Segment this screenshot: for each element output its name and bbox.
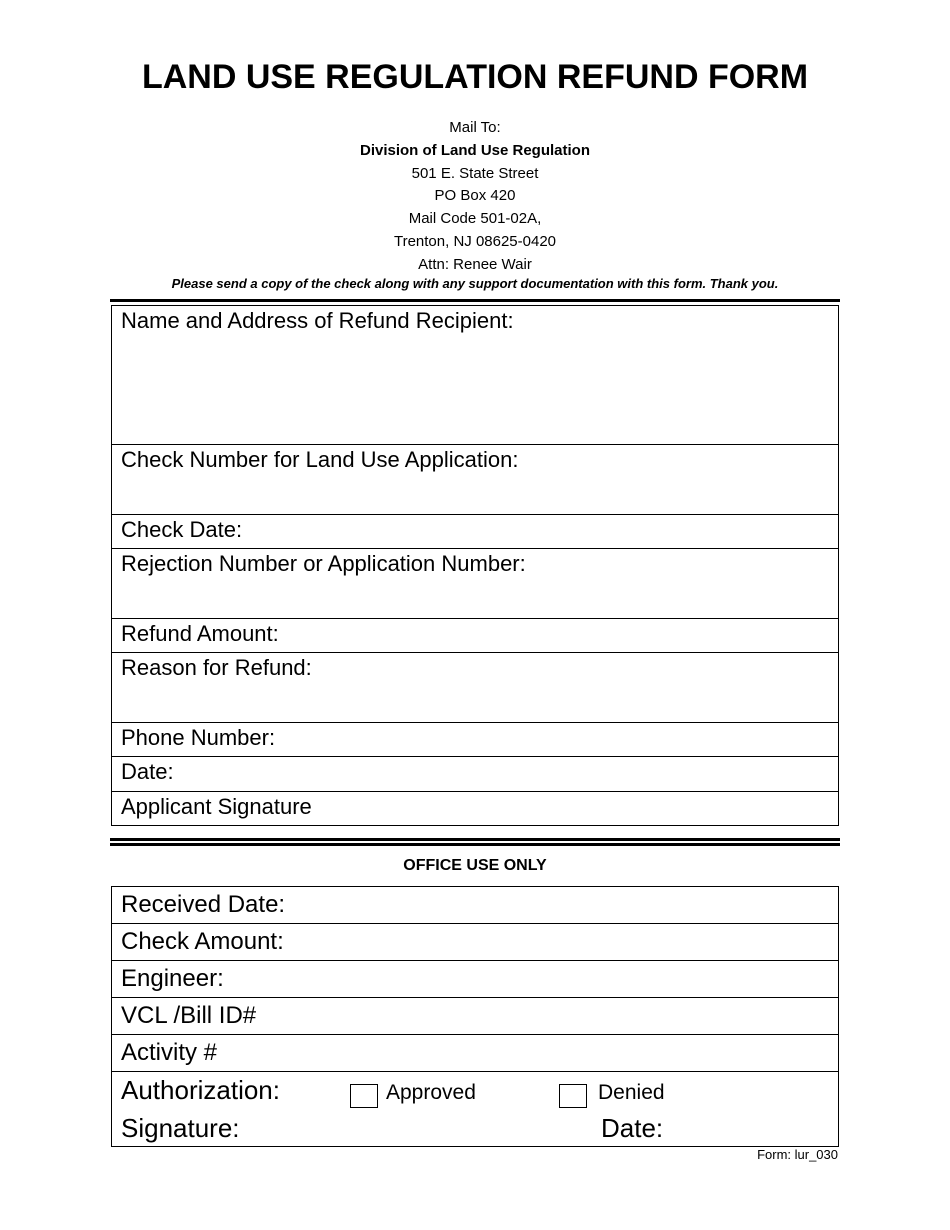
applicant-table: [111, 305, 839, 826]
division-name: Division of Land Use Regulation: [359, 141, 591, 159]
authorization-cell: [112, 1072, 839, 1147]
name-address-field[interactable]: Name and Address of Refund Recipient:: [112, 306, 839, 445]
divider-office-1: [110, 838, 840, 841]
authorization-label: Authorization:: [121, 1075, 280, 1105]
check-number-field[interactable]: Check Number for Land Use Application:: [112, 445, 839, 515]
date-field[interactable]: Date:: [112, 757, 839, 792]
instruction-note: Please send a copy of the check along with any support documentation with this form. Thank you.: [171, 276, 779, 291]
office-date-label: Date:: [601, 1113, 664, 1143]
po-box: PO Box 420: [434, 187, 516, 205]
refund-amount-field[interactable]: Refund Amount:: [112, 619, 839, 653]
office-signature-label: Signature:: [121, 1113, 240, 1143]
mail-code: Mail Code 501-02A,: [408, 210, 542, 228]
approved-checkbox[interactable]: [350, 1084, 378, 1108]
divider-office-2: [110, 843, 840, 846]
rejection-number-field[interactable]: Rejection Number or Application Number:: [112, 549, 839, 619]
received-date-field[interactable]: Received Date:: [112, 887, 839, 924]
mail-to-label: Mail To:: [449, 119, 501, 136]
street-address: 501 E. State Street: [411, 164, 539, 182]
activity-field[interactable]: Activity #: [112, 1035, 839, 1072]
reason-field[interactable]: Reason for Refund:: [112, 653, 839, 723]
denied-checkbox[interactable]: [559, 1084, 587, 1108]
form-number: Form: lur_030: [757, 1147, 838, 1162]
office-use-heading: OFFICE USE ONLY: [403, 857, 547, 874]
check-amount-field[interactable]: Check Amount:: [112, 924, 839, 961]
denied-label: Denied: [598, 1081, 665, 1104]
office-table: [111, 886, 839, 1147]
city-state-zip: Trenton, NJ 08625-0420: [393, 232, 557, 250]
mailing-address: [0, 117, 950, 277]
approved-label: Approved: [386, 1081, 476, 1104]
phone-number-field[interactable]: Phone Number:: [112, 723, 839, 757]
vcl-bill-id-field[interactable]: VCL /Bill ID#: [112, 998, 839, 1035]
form-title: LAND USE REGULATION REFUND FORM: [141, 58, 809, 96]
divider-top: [110, 299, 840, 302]
attention-line: Attn: Renee Wair: [418, 255, 532, 273]
check-date-field[interactable]: Check Date:: [112, 515, 839, 549]
engineer-field[interactable]: Engineer:: [112, 961, 839, 998]
applicant-signature-field[interactable]: Applicant Signature: [112, 792, 839, 826]
